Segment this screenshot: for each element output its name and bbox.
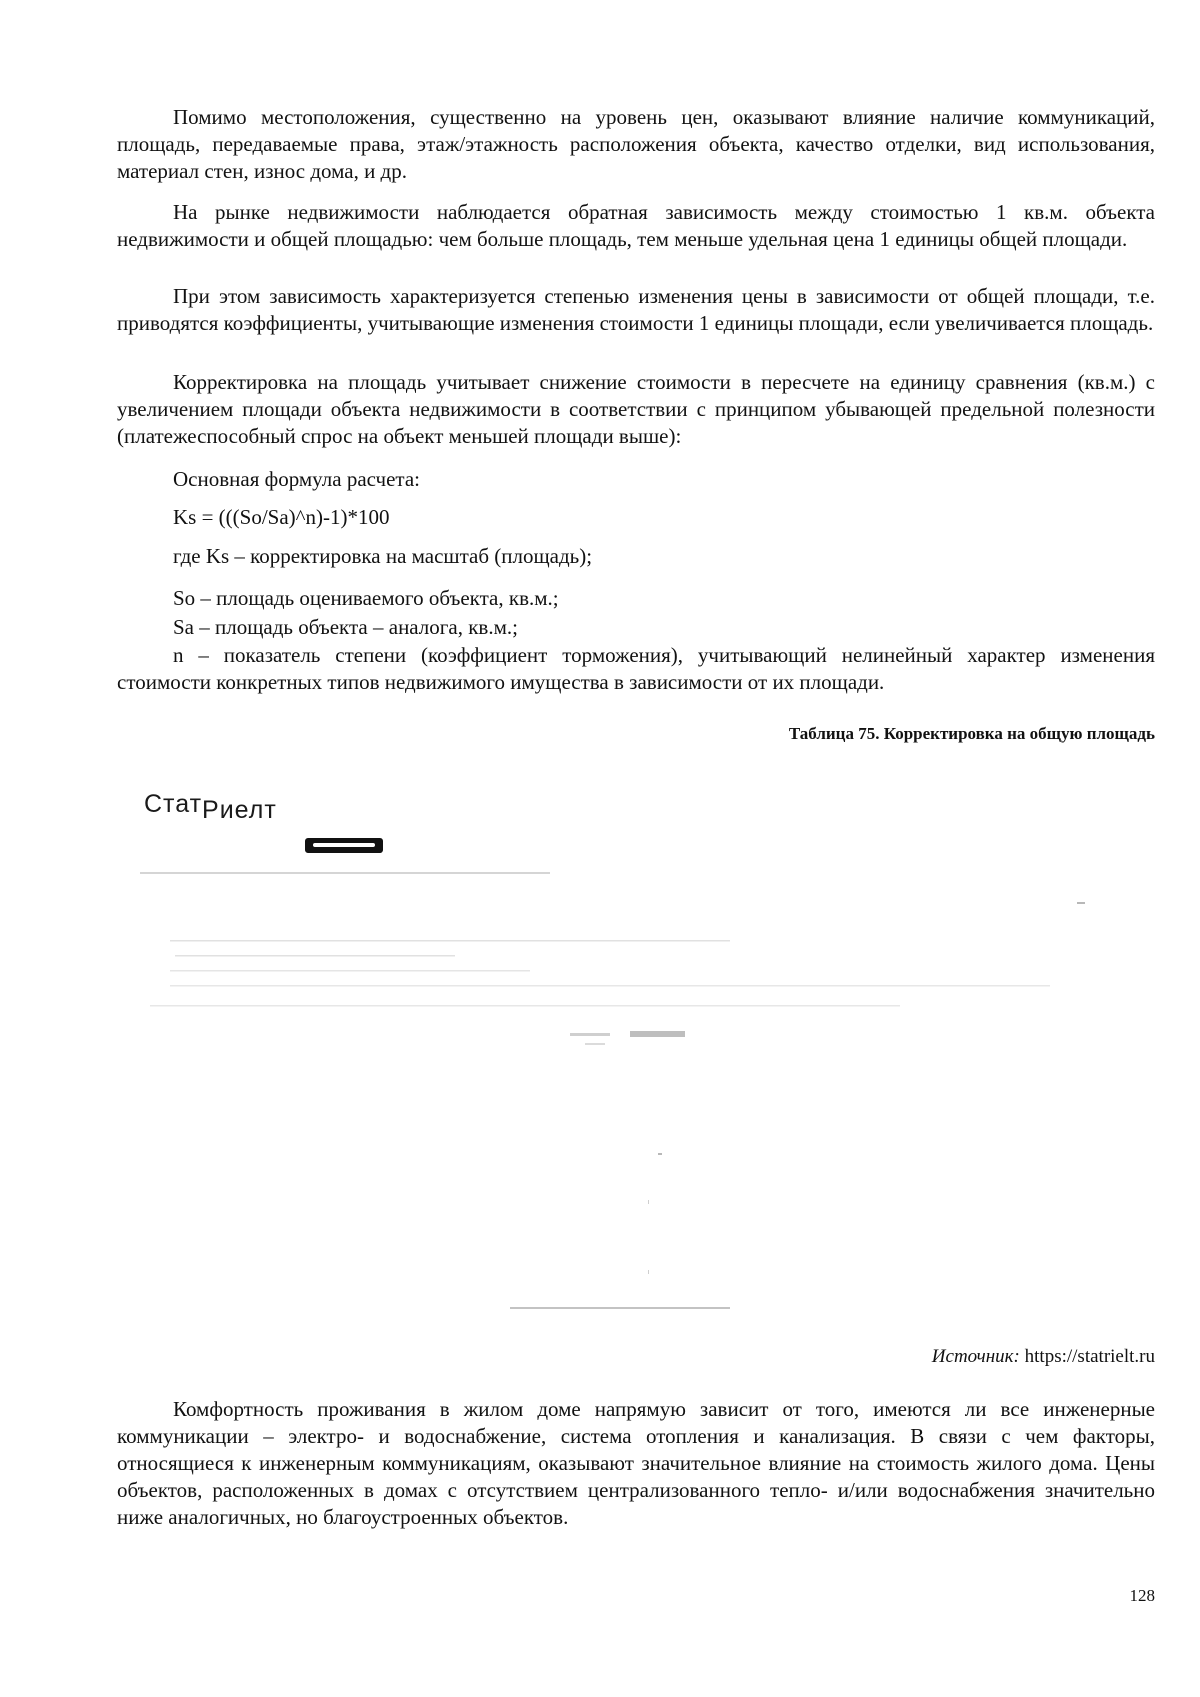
formula-intro: Основная формула расчета: [173,467,421,491]
page-number: 128 [1129,1586,1155,1605]
logo-text-part2: Риелт [202,796,277,824]
formula-ks-definition: где Ks – корректировка на масштаб (площадь); [173,544,593,568]
table-caption: Таблица 75. Корректировка на общую площадь [788,724,1155,743]
paragraph-utilities-comfort: Комфортность проживания в жилом доме напрямую зависит от того, имеются ли все инженерные коммуникации – электро- и водоснабжение, система отопления и канализация. В связи с чем факторы, относящиеся к инженерным коммуникациям, оказывают значительное влияние на стоимость жилого дома. Цены объектов, расположенных в домах с отсутствием централизованного тепло- и/или водоснабжения значительно ниже аналогичных, но благоустроенных объектов. [117,1397,1155,1529]
formula-sa-definition: Sa – площадь объекта – аналога, кв.м.; [173,615,518,639]
faded-scan-specks [140,872,1085,1309]
source-label: Источник: [931,1346,1020,1367]
paragraph-area-adjustment: Корректировка на площадь учитывает снижение стоимости в пересчете на единицу сравнения (кв.м.) с увеличением площади объекта недвижимости в соответствии с принципом убывающей предельной полезности (платежеспособный спрос на объект меньшей площади выше): [117,370,1155,448]
logo-text-part1: Стат [144,790,203,818]
formula-so-definition: So – площадь оцениваемого объекта, кв.м.; [173,586,559,610]
formula: Ks = (((So/Sa)^n)-1)*100 [173,505,390,529]
formula-n-definition: n – показатель степени (коэффициент торможения), учитывающий нелинейный характер изменения стоимости конкретных типов недвижимого имущества в зависимости от их площади. [117,643,1155,694]
source-url[interactable]: https://statrielt.ru [1024,1346,1155,1367]
paragraph-location-factors: Помимо местоположения, существенно на уровень цен, оказывают влияние наличие коммуникаций, площадь, передаваемые права, этаж/этажность расположения объекта, качество отделки, вид использования, материал стен, износ дома, и др. [117,105,1155,183]
paragraph-inverse-dependency: На рынке недвижимости наблюдается обратная зависимость между стоимостью 1 кв.м. объекта недвижимости и общей площадью: чем больше площадь, тем меньше удельная цена 1 единицы общей площади. [117,200,1155,251]
paragraph-dependency-coefficients: При этом зависимость характеризуется степенью изменения цены в зависимости от общей площади, т.е. приводятся коэффициенты, учитывающие изменения стоимости 1 единицы площади, если увеличивается площадь. [117,284,1155,335]
source-note [932,1346,1155,1368]
